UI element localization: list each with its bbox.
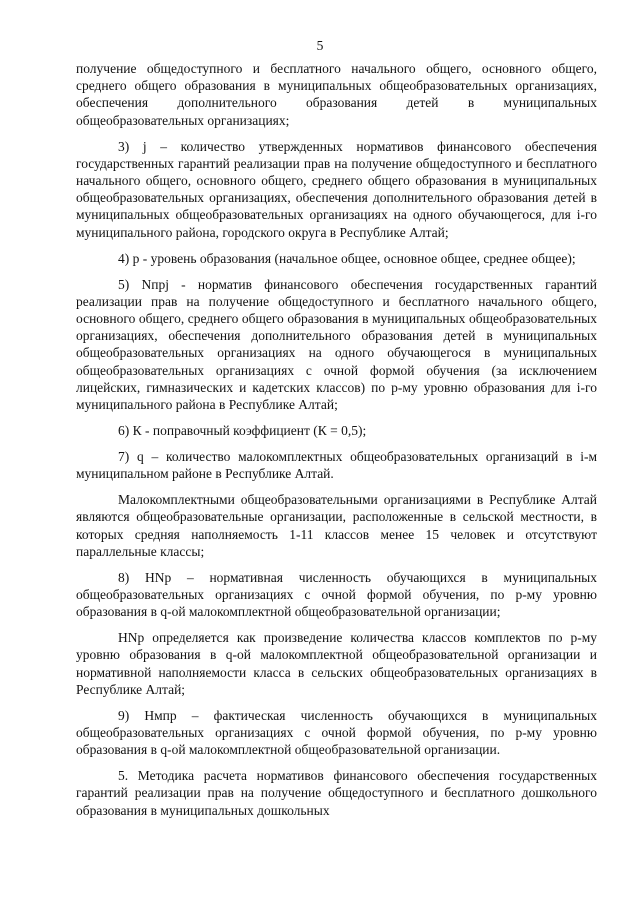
paragraph-hnp-definition: HNр определяется как произведение количества классов комплектов по р-му уровню образования в q-ой малокомплектной общеобразовательной организации и нормативной наполняемости класса в сельских общеобразовательных организациях в Республике Алтай; <box>76 630 597 697</box>
paragraph-item-7: 7) q – количество малокомплектных общеобразовательных организаций в i-м муниципальном районе в Республике Алтай. <box>76 449 597 482</box>
paragraph-continuation: получение общедоступного и бесплатного начального общего, основного общего, среднего общего образования в муниципальных общеобразовательных организациях, обеспечения дополнительного образования детей в муниципальных общеобразовательных организациях; <box>76 61 597 128</box>
paragraph-item-5: 5) Nпрj - норматив финансового обеспечения государственных гарантий реализации прав на получение общедоступного и бесплатного начального общего, основного общего, среднего общего образования в муниципальных общеобразовательных организациях, обеспечения дополнительного образования детей в муниципальных общеобразовательных организациях на одного обучающегося в муниципальных общеобразовательных организациях с очной формой обучения (за исключением лицейских, гимназических и кадетских классов) по р-му уровню образования для i-го муниципального района в Республике Алтай; <box>76 276 597 413</box>
paragraph-item-9: 9) Hмпр – фактическая численность обучающихся в муниципальных общеобразовательных организациях с очной формой обучения, по р-му уровню образования в q-ой малокомплектной общеобразовательной организации. <box>76 707 597 758</box>
paragraph-item-8: 8) HNр – нормативная численность обучающихся в муниципальных общеобразовательных организациях с очной формой обучения, по р-му уровню образования в q-ой малокомплектной общеобразовательной организации; <box>76 569 597 620</box>
document-body <box>76 60 597 828</box>
paragraph-item-4: 4) р - уровень образования (начальное общее, основное общее, среднее общее); <box>118 250 576 266</box>
paragraph-section-5: 5. Методика расчета нормативов финансового обеспечения государственных гарантий реализации прав на получение общедоступного и бесплатного дошкольного образования в муниципальных дошкольных <box>76 768 597 818</box>
paragraph-small-schools-definition: Малокомплектными общеобразовательными организациями в Республике Алтай являются общеобразовательные организации, расположенные в сельской местности, в которых средняя наполняемость 1-11 классов менее 15 человек и отсутствуют параллельные классы; <box>76 492 597 559</box>
paragraph-item-6: 6) К - поправочный коэффициент (К = 0,5); <box>118 423 367 439</box>
page-number: 5 <box>316 38 324 53</box>
paragraph-item-3: 3) j – количество утвержденных нормативов финансового обеспечения государственных гарантий реализации прав на получение общедоступного и бесплатного начального общего, основного общего, среднего общего образования в муниципальных общеобразовательных организациях, обеспечения дополнительного образования детей в муниципальных общеобразовательных организациях на одного обучающегося, для i-го муниципального района, городского округа в Республике Алтай; <box>76 138 597 240</box>
